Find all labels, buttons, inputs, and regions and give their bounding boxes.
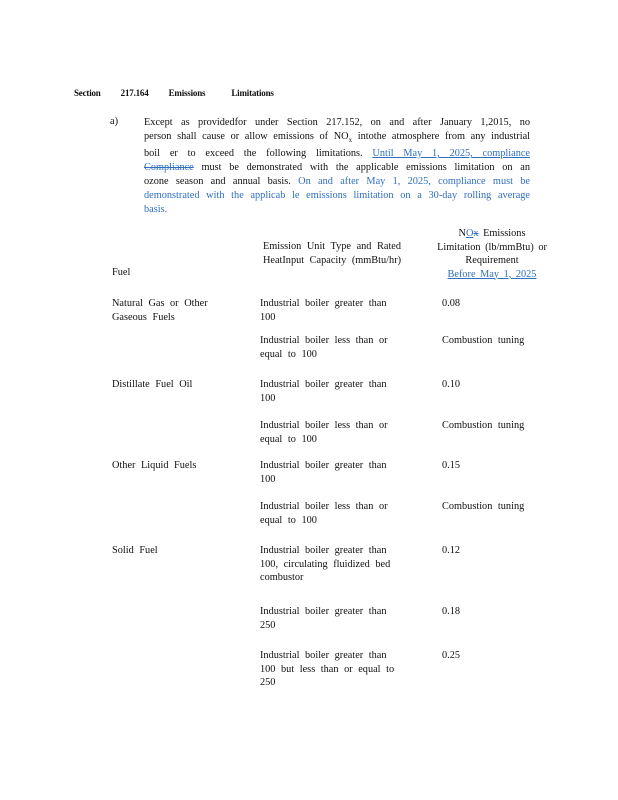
row-limit: 0.10 [442, 379, 461, 390]
para-text-3: must be demonstrated with the applicable emissions limitation on an ozone season and annual basis. [144, 162, 530, 188]
row-unit: Industrial boiler greater than 100, circulating fluidized bed combustor [260, 545, 391, 583]
deleted-text-compliance: Compliance [144, 162, 194, 174]
row-limit: 0.12 [442, 545, 461, 556]
header-o-inserted: O [465, 228, 474, 239]
row-unit: Industrial boiler less than or equal to 100 [260, 501, 388, 526]
row-fuel: Natural Gas or Other Gaseous Fuels [112, 298, 208, 323]
row-fuel: Solid Fuel [112, 545, 158, 556]
header-x-deleted: x [473, 228, 479, 239]
paragraph-label: a) [110, 116, 119, 127]
section-label: Section [74, 88, 101, 98]
row-unit: Industrial boiler greater than 250 [260, 606, 387, 631]
para-text-1: Except as providedfor under Section 217.152, on and after January 1,2015, no person shall cause or allow emissions of NO [144, 117, 530, 142]
row-limit: 0.18 [442, 606, 461, 617]
row-unit: Industrial boiler greater than 100 [260, 379, 387, 404]
para-text-2: intothe atmosphere from any industrial boil er to exceed the following limitations. [144, 131, 530, 160]
header-limit-text: Emissions Limitation (lb/mmBtu) or Requirement [437, 228, 547, 266]
row-limit: Combustion tuning [442, 420, 525, 431]
inserted-text-after-2025: On and after May 1, 2025, compliance must be demonstrated with the applicab le emissions limitation on a 30-day rolling average basis. [144, 176, 531, 216]
header-before-2025-inserted: Before May 1, 2025 [447, 268, 537, 280]
row-unit: Industrial boiler greater than 100 but less than or equal to 250 [260, 650, 395, 688]
header-n: N [458, 228, 466, 239]
section-title-emissions: Emissions [168, 88, 206, 98]
row-unit: Industrial boiler less than or equal to 100 [260, 420, 388, 445]
header-fuel: Fuel [112, 267, 131, 278]
row-limit: Combustion tuning [442, 335, 525, 346]
header-unit-type: Emission Unit Type and Rated HeatInput Capacity (mmBtu/hr) [262, 241, 402, 266]
row-limit: 0.25 [442, 650, 461, 661]
paragraph-a [144, 116, 530, 217]
nox-subscript: x [348, 136, 353, 145]
row-unit: Industrial boiler greater than 100 [260, 460, 387, 485]
section-title-limitations: Limitations [231, 88, 274, 98]
section-number: 217.164 [120, 88, 149, 98]
section-heading [74, 88, 274, 98]
inserted-text-until-2025: Until May 1, 2025, compliance [372, 148, 530, 160]
header-limitation [436, 227, 548, 281]
row-limit: 0.08 [442, 298, 461, 309]
row-unit: Industrial boiler greater than 100 [260, 298, 387, 323]
row-unit: Industrial boiler less than or equal to 100 [260, 335, 388, 360]
row-limit: 0.15 [442, 460, 461, 471]
row-limit: Combustion tuning [442, 501, 525, 512]
row-fuel: Other Liquid Fuels [112, 460, 197, 471]
row-fuel: Distillate Fuel Oil [112, 379, 193, 390]
